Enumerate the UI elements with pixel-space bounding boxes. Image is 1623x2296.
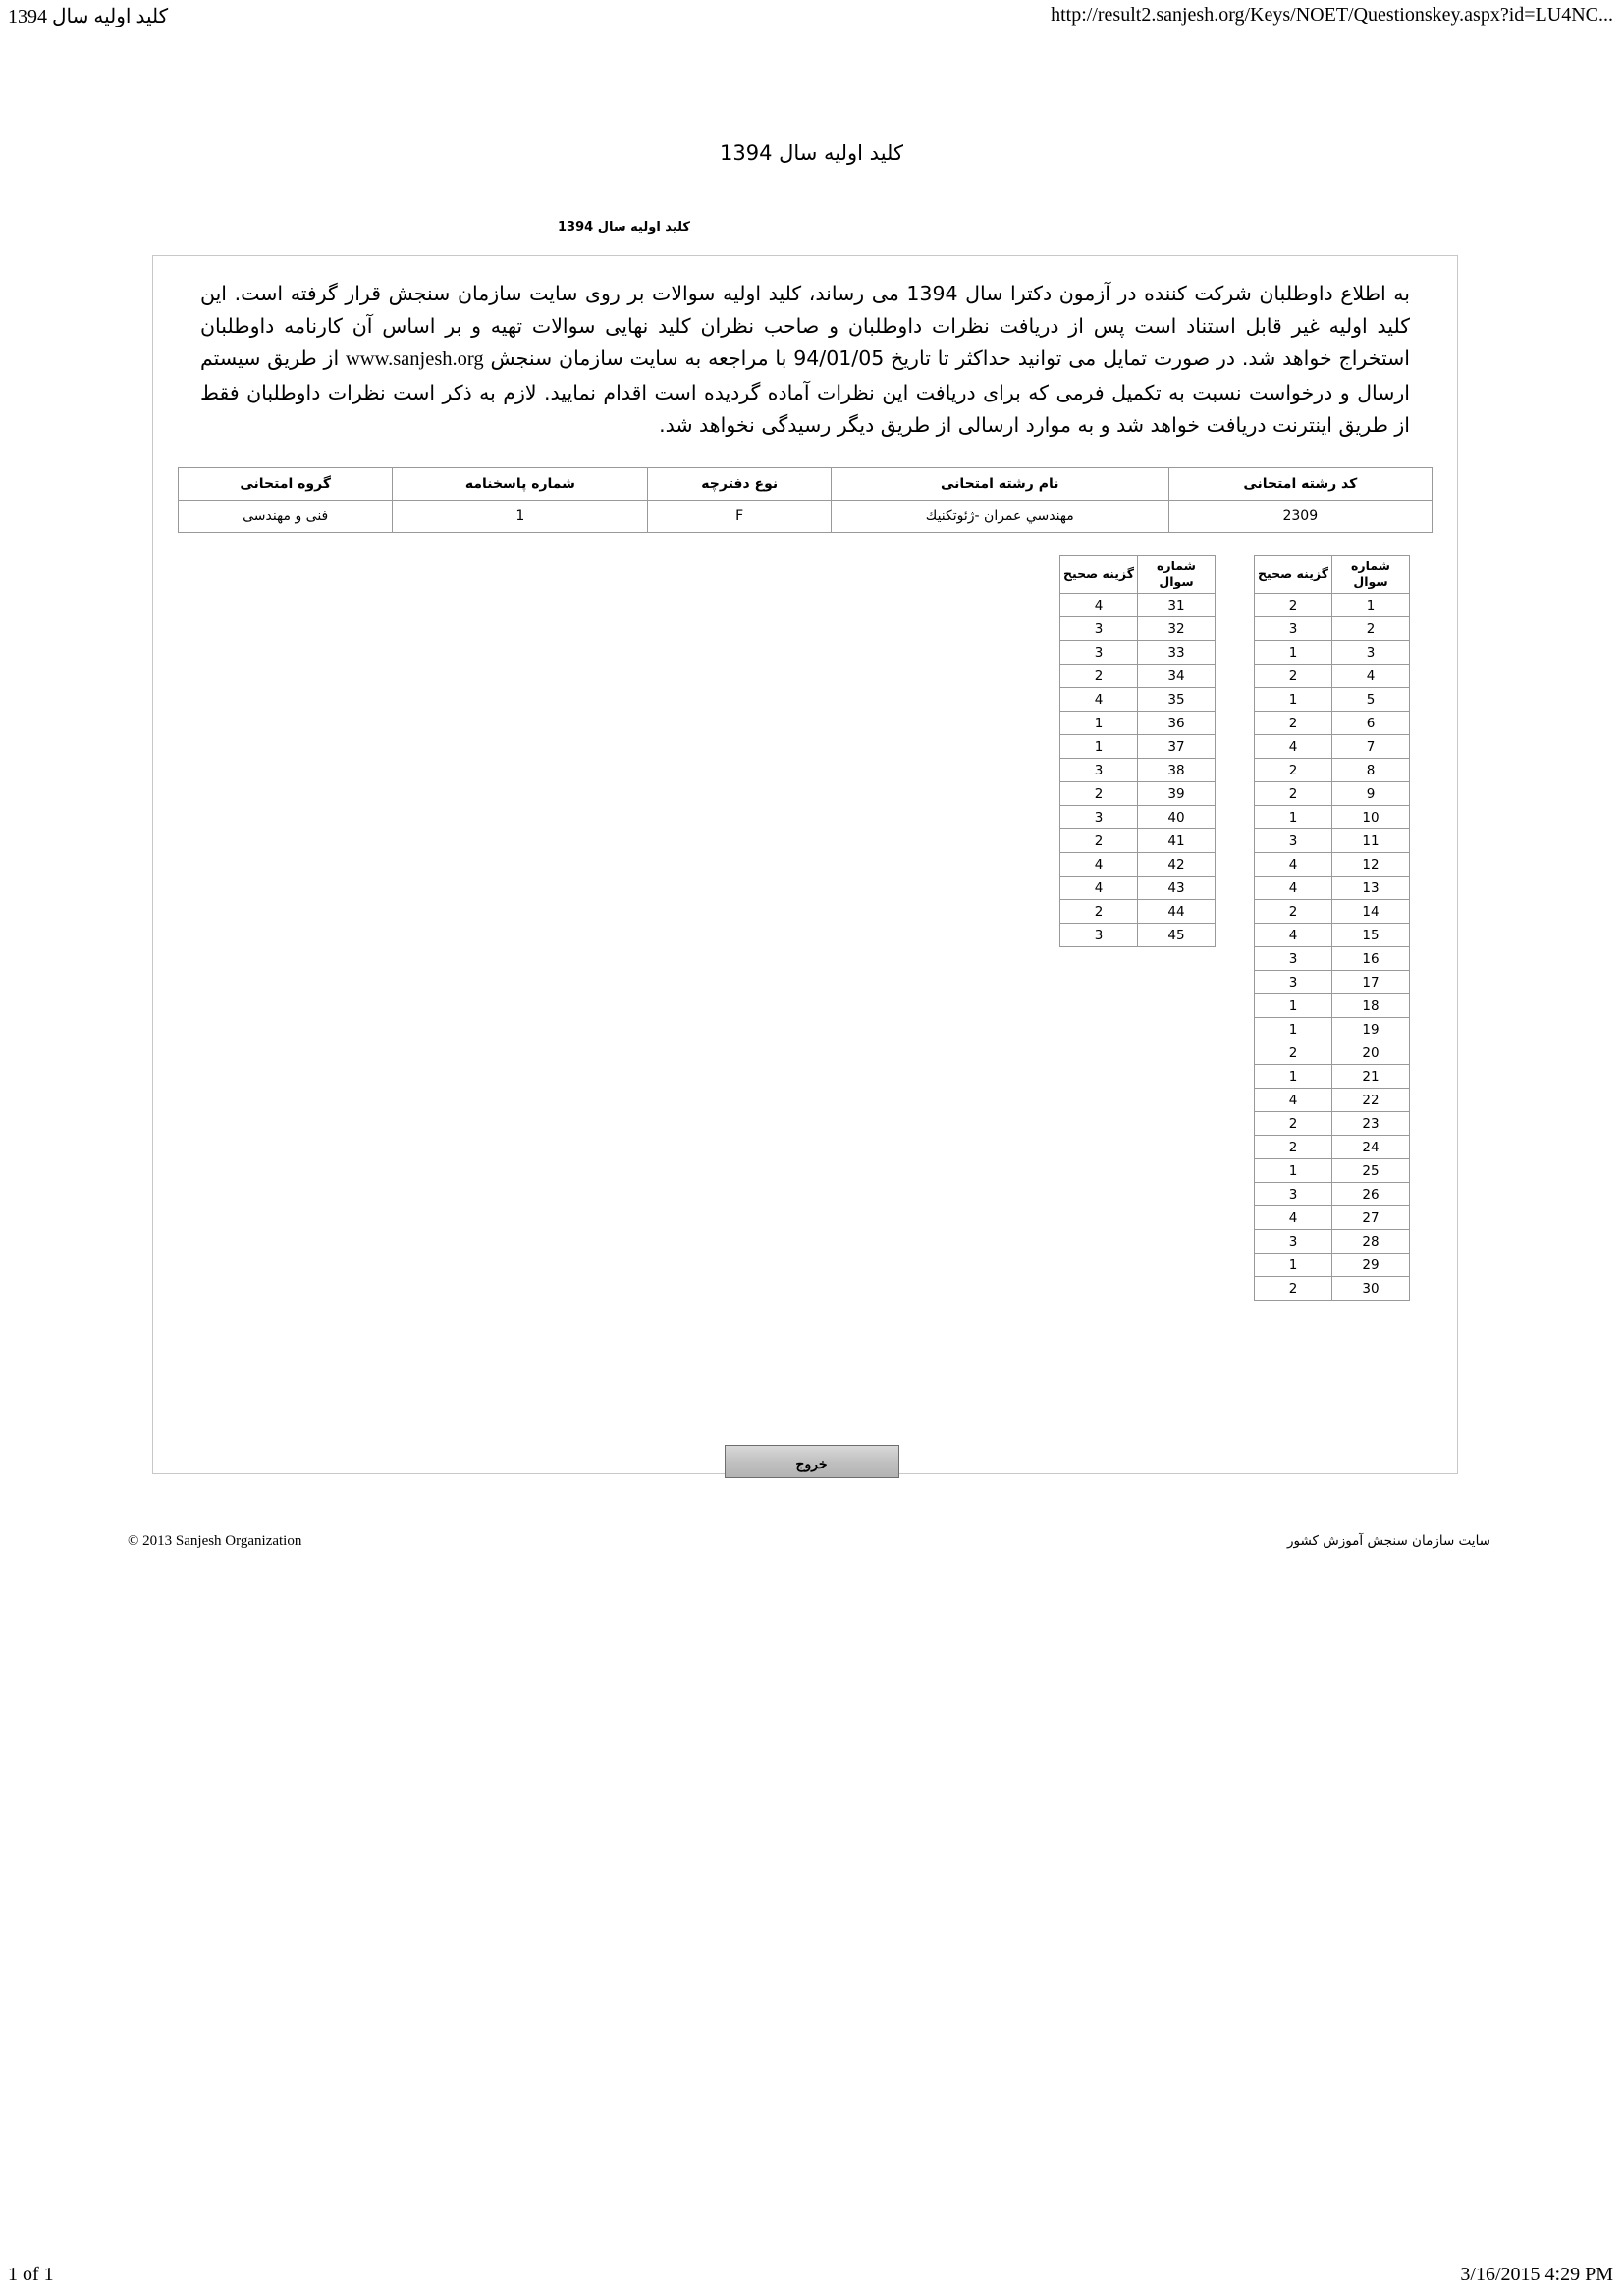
notice-text [200,278,1410,442]
question-number-cell: 45 [1138,924,1216,947]
print-header [0,0,1623,43]
question-number-cell: 32 [1138,617,1216,641]
answer-key-body-2 [1060,594,1216,947]
question-number-cell: 6 [1332,712,1410,735]
question-number-cell: 18 [1332,994,1410,1018]
correct-option-cell: 2 [1255,665,1332,688]
table-row [1060,665,1216,688]
keys-header-question-number: شماره سوال [1138,556,1216,594]
question-number-cell: 37 [1138,735,1216,759]
info-header-exam-group: گروه امتحانی [179,468,393,501]
document-page [0,43,1623,1549]
table-row [1060,924,1216,947]
table-header-row [179,468,1433,501]
table-row [1255,971,1410,994]
question-number-cell: 34 [1138,665,1216,688]
keys-header-correct-option: گزینه صحیح [1255,556,1332,594]
question-number-cell: 25 [1332,1159,1410,1183]
question-number-cell: 36 [1138,712,1216,735]
correct-option-cell: 3 [1060,759,1138,782]
correct-option-cell: 3 [1060,617,1138,641]
question-number-cell: 4 [1332,665,1410,688]
correct-option-cell: 1 [1255,641,1332,665]
correct-option-cell: 3 [1255,617,1332,641]
question-number-cell: 14 [1332,900,1410,924]
correct-option-cell: 1 [1255,1254,1332,1277]
correct-option-cell: 2 [1060,829,1138,853]
correct-option-cell: 3 [1255,829,1332,853]
correct-option-cell: 2 [1255,759,1332,782]
info-value-code: 2309 [1168,501,1432,533]
print-header-page-title: کلید اولیه سال 1394 [8,6,169,27]
question-number-cell: 15 [1332,924,1410,947]
table-row [1060,877,1216,900]
table-row [1060,617,1216,641]
page-footer [0,1533,1623,1563]
table-row [1060,782,1216,806]
info-header-answersheet-number: شماره پاسخنامه [393,468,648,501]
question-number-cell: 31 [1138,594,1216,617]
correct-option-cell: 3 [1255,1183,1332,1206]
correct-option-cell: 2 [1060,782,1138,806]
question-number-cell: 7 [1332,735,1410,759]
correct-option-cell: 2 [1255,782,1332,806]
correct-option-cell: 3 [1060,641,1138,665]
table-row [1255,1018,1410,1041]
info-value-exam-group: فنی و مهندسی [179,501,393,533]
correct-option-cell: 4 [1255,735,1332,759]
table-row [1255,759,1410,782]
correct-option-cell: 1 [1060,712,1138,735]
question-number-cell: 13 [1332,877,1410,900]
question-number-cell: 27 [1332,1206,1410,1230]
print-header-url: http://result2.sanjesh.org/Keys/NOET/Questionskey.aspx?id=LU4NC... [1051,4,1613,26]
correct-option-cell: 3 [1255,971,1332,994]
table-row [1255,1206,1410,1230]
question-number-cell: 22 [1332,1089,1410,1112]
question-number-cell: 40 [1138,806,1216,829]
table-row [1060,759,1216,782]
table-row [1255,712,1410,735]
table-row [1255,617,1410,641]
correct-option-cell: 1 [1255,1018,1332,1041]
info-value-field-name: مهندسي عمران -ژئوتكنيك [831,501,1168,533]
table-row [1255,688,1410,712]
table-row [1060,712,1216,735]
footer-copyright: © 2013 Sanjesh Organization [128,1533,302,1549]
table-row [1255,877,1410,900]
correct-option-cell: 2 [1255,594,1332,617]
table-row [1255,1136,1410,1159]
correct-option-cell: 1 [1255,1065,1332,1089]
notice-text-part2: از طریق سیستم ارسال و درخواست نسبت به تکمیل فرمی که برای دریافت این نظرات آماده گردیده است اقدام نمایید. لازم به ذکر است نظرات داوطلبان فقط از طریق اینترنت دریافت خواهد شد و به موارد ارسالی از طریق دیگر رسیدگی نخواهد شد. [200,347,1410,437]
question-number-cell: 24 [1332,1136,1410,1159]
question-number-cell: 21 [1332,1065,1410,1089]
table-row [1255,782,1410,806]
content-panel [152,255,1458,1474]
answer-key-tables [177,555,1434,1448]
correct-option-cell: 3 [1255,947,1332,971]
correct-option-cell: 4 [1060,853,1138,877]
table-row [1255,1065,1410,1089]
info-header-booklet-type: نوع دفترچه [648,468,831,501]
footer-organization-fa: سایت سازمان سنجش آموزش کشور [1286,1533,1490,1549]
answer-key-body-1 [1255,594,1410,1301]
question-number-cell: 12 [1332,853,1410,877]
question-number-cell: 8 [1332,759,1410,782]
question-number-cell: 20 [1332,1041,1410,1065]
correct-option-cell: 2 [1060,665,1138,688]
question-number-cell: 23 [1332,1112,1410,1136]
table-row [1255,924,1410,947]
notice-text-part1: به اطلاع داوطلبان شرکت کننده در آزمون دکترا سال 1394 می رساند، کلید اولیه سوالات بر روی سایت سازمان سنجش قرار گرفته است. این کلید اولیه غیر قابل استناد است پس از دریافت نظرات داوطلبان و صاحب نظران کلید نهایی سوالات تهیه و بر اساس آن کارنامه داوطلبان استخراج خواهد شد. در صورت تمایل می توانید حداکثر تا تاریخ 94/01/05 با مراجعه به سایت سازمان سنجش [200,282,1410,371]
correct-option-cell: 2 [1255,1136,1332,1159]
correct-option-cell: 2 [1255,900,1332,924]
print-footer-page-count: 1 of 1 [8,2264,54,2285]
question-number-cell: 44 [1138,900,1216,924]
question-number-cell: 35 [1138,688,1216,712]
correct-option-cell: 2 [1255,1277,1332,1301]
correct-option-cell: 1 [1255,994,1332,1018]
question-number-cell: 38 [1138,759,1216,782]
info-value-booklet-type: F [648,501,831,533]
question-number-cell: 30 [1332,1277,1410,1301]
table-row [1255,1089,1410,1112]
question-number-cell: 43 [1138,877,1216,900]
table-row [1255,1159,1410,1183]
question-number-cell: 42 [1138,853,1216,877]
page-title: کلید اولیه سال 1394 [719,141,903,165]
table-row [1255,1277,1410,1301]
table-row [1255,735,1410,759]
table-row [1255,829,1410,853]
correct-option-cell: 2 [1255,1112,1332,1136]
correct-option-cell: 3 [1060,806,1138,829]
exit-button[interactable]: خروج [725,1445,899,1478]
info-header-code: کد رشته امتحانی [1168,468,1432,501]
table-row [1255,1041,1410,1065]
correct-option-cell: 3 [1060,924,1138,947]
correct-option-cell: 4 [1255,853,1332,877]
table-row [1060,735,1216,759]
correct-option-cell: 1 [1255,688,1332,712]
sanjesh-site-url: www.sanjesh.org [346,348,484,371]
correct-option-cell: 4 [1255,1089,1332,1112]
print-footer-timestamp: 3/16/2015 4:29 PM [1460,2264,1613,2285]
correct-option-cell: 2 [1255,1041,1332,1065]
correct-option-cell: 2 [1060,900,1138,924]
correct-option-cell: 4 [1060,688,1138,712]
table-row [179,501,1433,533]
table-row [1060,829,1216,853]
table-row [1060,688,1216,712]
table-row [1255,1183,1410,1206]
correct-option-cell: 4 [1255,877,1332,900]
table-row [1255,1112,1410,1136]
keys-header-question-number: شماره سوال [1332,556,1410,594]
question-number-cell: 17 [1332,971,1410,994]
question-number-cell: 28 [1332,1230,1410,1254]
question-number-cell: 11 [1332,829,1410,853]
correct-option-cell: 2 [1255,712,1332,735]
table-row [1255,594,1410,617]
exit-button-wrapper [0,1445,1623,1478]
correct-option-cell: 4 [1060,877,1138,900]
table-row [1060,641,1216,665]
exam-info-table [178,467,1433,533]
table-row [1255,1254,1410,1277]
question-number-cell: 41 [1138,829,1216,853]
question-number-cell: 29 [1332,1254,1410,1277]
info-header-field-name: نام رشته امتحانی [831,468,1168,501]
question-number-cell: 9 [1332,782,1410,806]
info-value-answersheet-number: 1 [393,501,648,533]
correct-option-cell: 4 [1255,924,1332,947]
answer-key-table-2 [1059,555,1216,947]
question-number-cell: 19 [1332,1018,1410,1041]
question-number-cell: 39 [1138,782,1216,806]
question-number-cell: 33 [1138,641,1216,665]
question-number-cell: 2 [1332,617,1410,641]
table-row [1060,853,1216,877]
table-row [1060,900,1216,924]
correct-option-cell: 1 [1255,1159,1332,1183]
table-row [1255,900,1410,924]
answer-key-table-1 [1254,555,1410,1301]
table-header-row [1255,556,1410,594]
table-row [1255,665,1410,688]
table-row [1060,594,1216,617]
table-row [1255,641,1410,665]
table-row [1255,853,1410,877]
correct-option-cell: 1 [1255,806,1332,829]
print-footer [0,2253,1623,2286]
question-number-cell: 10 [1332,806,1410,829]
keys-header-correct-option: گزینه صحیح [1060,556,1138,594]
table-header-row [1060,556,1216,594]
section-subtitle: کلید اولیه سال 1394 [557,220,690,235]
correct-option-cell: 4 [1060,594,1138,617]
question-number-cell: 26 [1332,1183,1410,1206]
correct-option-cell: 1 [1060,735,1138,759]
table-row [1255,1230,1410,1254]
question-number-cell: 3 [1332,641,1410,665]
correct-option-cell: 4 [1255,1206,1332,1230]
question-number-cell: 5 [1332,688,1410,712]
table-row [1255,994,1410,1018]
question-number-cell: 1 [1332,594,1410,617]
table-row [1060,806,1216,829]
correct-option-cell: 3 [1255,1230,1332,1254]
table-row [1255,806,1410,829]
question-number-cell: 16 [1332,947,1410,971]
table-row [1255,947,1410,971]
